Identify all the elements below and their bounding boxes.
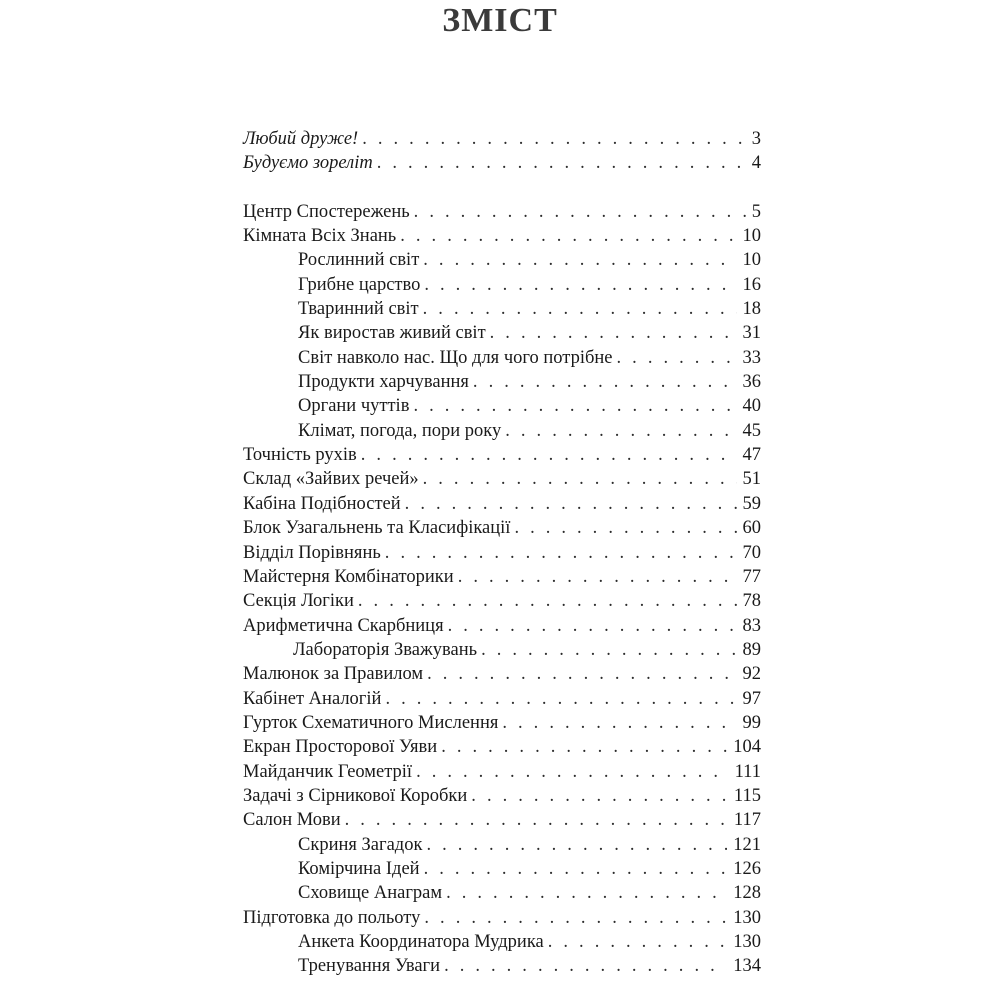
toc-entry	[243, 760, 761, 784]
dot-leader	[458, 565, 737, 589]
toc-entry	[243, 662, 761, 686]
toc-entry-label: Комірчина Ідей	[298, 858, 420, 879]
toc-entry-page: 45	[742, 420, 761, 441]
toc-entry-label: Грибне царство	[298, 274, 421, 295]
dot-leader	[473, 370, 737, 394]
dot-leader	[423, 248, 736, 272]
toc-entry-label: Як виростав живий світ	[298, 323, 486, 344]
page-title: ЗМІСТ	[442, 2, 558, 39]
table-of-contents	[243, 127, 761, 979]
toc-entry	[243, 881, 761, 905]
toc-entry-label: Майданчик Геометрії	[243, 761, 413, 782]
dot-leader	[426, 833, 727, 857]
toc-entry-page: 47	[742, 445, 761, 466]
toc-entry-label: Гурток Схематичного Мислення	[243, 712, 499, 733]
toc-entry-label: Тренування Уваги	[298, 956, 441, 977]
toc-entry-label: Лабораторія Зважувань	[293, 639, 478, 660]
toc-entry-page: 77	[742, 566, 761, 587]
toc-entry-label: Кабіна Подібностей	[243, 493, 401, 514]
toc-entry	[243, 589, 761, 613]
toc-entry	[243, 735, 761, 759]
toc-entry-label: Будуємо зореліт	[243, 153, 373, 174]
dot-leader	[617, 346, 737, 370]
toc-entry	[243, 541, 761, 565]
toc-entry-label: Анкета Координатора Мудрика	[298, 932, 544, 952]
toc-entry	[243, 346, 761, 370]
toc-entry-label: Центр Спостережень	[243, 201, 410, 222]
dot-leader	[502, 711, 736, 735]
dot-leader	[441, 735, 727, 759]
toc-entry	[243, 833, 761, 857]
dot-leader	[361, 443, 737, 467]
dot-leader	[490, 321, 737, 345]
toc-entry-page: 4	[751, 153, 761, 174]
toc-entry	[243, 321, 761, 345]
toc-entry	[243, 784, 761, 808]
dot-leader	[414, 200, 746, 224]
toc-entry-label: Малюнок за Правилом	[243, 664, 424, 685]
dot-leader	[385, 541, 737, 565]
toc-entry	[243, 151, 761, 175]
toc-entry-label: Задачі з Сірникової Коробки	[243, 785, 468, 806]
toc-entry-label: Світ навколо нас. Що для чого потрібне	[298, 347, 613, 368]
toc-entry-page: 97	[742, 688, 761, 709]
dot-leader	[427, 662, 736, 686]
toc-entry	[243, 394, 761, 418]
toc-entry-page: 83	[742, 615, 761, 636]
toc-entry-page: 3	[751, 129, 761, 149]
toc-entry-page: 18	[742, 299, 761, 320]
dot-leader	[423, 467, 737, 491]
toc-entry-label: Клімат, погода, пори року	[298, 420, 502, 441]
toc-entry-label: Салон Мови	[243, 810, 341, 831]
toc-entry-label: Органи чуттів	[298, 396, 410, 417]
toc-entry	[243, 224, 761, 248]
toc-entry-page: 36	[742, 372, 761, 393]
toc-entry	[243, 200, 761, 224]
toc-entry-page: 115	[733, 785, 761, 806]
toc-entry-label: Кабінет Аналогій	[243, 688, 382, 709]
toc-entry-label: Майстерня Комбінаторики	[243, 566, 454, 587]
toc-entry-label: Склад «Зайвих речей»	[243, 469, 419, 490]
toc-entry-page: 59	[742, 493, 761, 514]
toc-entry	[243, 687, 761, 711]
toc-entry-page: 10	[742, 250, 761, 271]
dot-leader	[471, 784, 728, 808]
dot-leader	[405, 492, 737, 516]
dot-leader	[424, 273, 736, 297]
toc-entry-page: 126	[733, 858, 761, 879]
toc-entry	[243, 467, 761, 491]
toc-entry-page: 134	[733, 956, 761, 977]
toc-entry-label: Сховище Анаграм	[298, 883, 443, 904]
toc-entry-page: 104	[733, 737, 761, 758]
toc-entry	[243, 638, 761, 662]
toc-entry-label: Відділ Порівнянь	[243, 542, 381, 563]
toc-entry-label: Рослинний світ	[298, 250, 420, 271]
toc-entry-page: 111	[734, 761, 761, 782]
toc-entry	[243, 516, 761, 540]
toc-entry-page: 70	[742, 542, 761, 563]
dot-leader	[446, 881, 727, 905]
toc-entry	[243, 370, 761, 394]
toc-entry-label: Кімната Всіх Знань	[243, 226, 397, 247]
toc-entry-page: 51	[742, 469, 761, 490]
toc-entry	[243, 857, 761, 881]
dot-leader	[423, 297, 737, 321]
toc-entry-page: 130	[733, 907, 761, 928]
toc-entry	[243, 297, 761, 321]
toc-entry-page: 78	[742, 591, 761, 612]
toc-entry-page: 128	[733, 883, 761, 904]
toc-entry-page: 16	[742, 274, 761, 295]
dot-leader	[362, 127, 746, 151]
toc-entry-page: 5	[751, 201, 761, 222]
toc-entry	[243, 419, 761, 443]
toc-entry-page: 40	[742, 396, 761, 417]
dot-leader	[448, 614, 737, 638]
toc-entry-label: Блок Узагальнень та Класифікації	[243, 518, 511, 539]
dot-leader	[424, 857, 728, 881]
dot-leader	[548, 930, 728, 954]
dot-leader	[377, 151, 746, 175]
toc-entry-label: Продукти харчування	[298, 372, 469, 393]
toc-entry	[243, 954, 761, 978]
toc-entry	[243, 808, 761, 832]
dot-leader	[416, 760, 729, 784]
toc-entry	[243, 127, 761, 151]
toc-entry-page: 92	[742, 664, 761, 685]
toc-entry-label: Скриня Загадок	[298, 834, 423, 855]
toc-entry-page: 33	[742, 347, 761, 368]
toc-entry-page: 31	[742, 323, 761, 344]
toc-entry-page: 89	[742, 639, 761, 660]
toc-entry-page: 60	[742, 518, 761, 539]
toc-entry-page: 130	[733, 932, 761, 952]
dot-leader	[514, 516, 736, 540]
dot-leader	[345, 808, 728, 832]
toc-entry-page: 117	[733, 810, 761, 831]
dot-leader	[358, 589, 737, 613]
toc-entry	[243, 248, 761, 272]
toc-entry	[243, 492, 761, 516]
dot-leader	[400, 224, 736, 248]
dot-leader	[444, 954, 727, 978]
toc-entry	[243, 711, 761, 735]
toc-entry-page: 99	[742, 712, 761, 733]
dot-leader	[385, 687, 736, 711]
toc-entry	[243, 273, 761, 297]
toc-entry-label: Любий друже!	[243, 129, 359, 149]
toc-entry-page: 10	[742, 226, 761, 247]
toc-entry-label: Точність рухів	[243, 445, 357, 466]
toc-entry-label: Арифметична Скарбниця	[243, 615, 444, 636]
dot-leader	[505, 419, 736, 443]
toc-entry-page: 121	[733, 834, 761, 855]
toc-entry	[243, 614, 761, 638]
toc-entry	[243, 906, 761, 930]
toc-entry-label: Екран Просторової Уяви	[243, 737, 438, 758]
section-gap	[243, 176, 761, 200]
dot-leader	[424, 906, 727, 930]
toc-entry	[243, 930, 761, 954]
toc-entry-label: Секція Логіки	[243, 591, 354, 612]
toc-entry-label: Підготовка до польоту	[243, 907, 421, 928]
dot-leader	[413, 394, 736, 418]
toc-entry	[243, 565, 761, 589]
toc-entry	[243, 443, 761, 467]
dot-leader	[481, 638, 736, 662]
toc-entry-label: Тваринний світ	[298, 299, 419, 320]
